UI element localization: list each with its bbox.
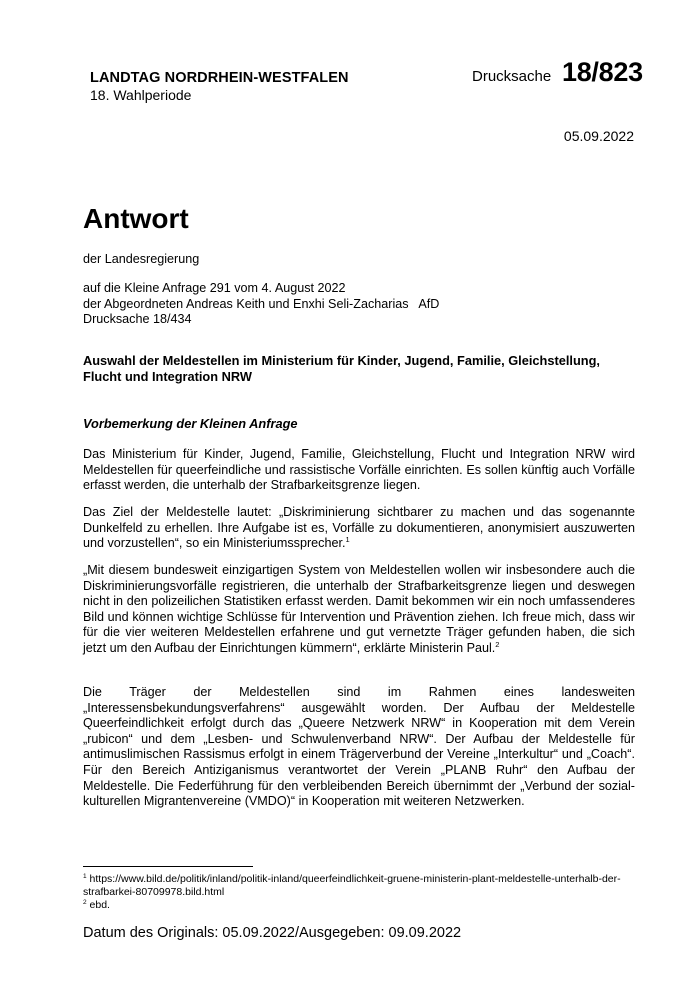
footnote-text: ebd. — [86, 899, 110, 911]
inquiry-drucksache: Drucksache 18/434 — [83, 312, 192, 327]
parliament-name: LANDTAG NORDRHEIN-WESTFALEN — [90, 70, 349, 86]
footnote — [83, 899, 643, 912]
legislative-period: 18. Wahlperiode — [90, 87, 192, 103]
subject-heading: Auswahl der Meldestellen im Ministerium für Kinder, Jugend, Familie, Gleichstellung, Flucht und Integration NRW — [83, 353, 600, 384]
inquiry-reference — [83, 281, 439, 328]
footnote-marker: 1 — [345, 535, 350, 545]
footnote-number: 1 — [83, 873, 87, 880]
document-date: 05.09.2022 — [563, 128, 634, 144]
footnote-marker: 2 — [495, 639, 500, 649]
body-paragraph — [83, 563, 635, 657]
body-paragraph: Die Träger der Meldestellen sind im Rahmen eines landesweiten „Interessensbekundungsverfahrens“ ausgewählt worden. Der Aufbau der Meldestelle Queerfeindlichkeit erfolgt durch das „Queere Netzwerk NRW“ in Kooperation mit dem Verein „rubicon“ und dem „Lesben- und Schwulenverband NRW“. Der Aufbau der Meldestelle für antimuslimischen Rassismus erfolgt in einem Trägerverbund der Vereine „Interkultur“ und „Coach“. Für den Bereich Antiziganismus verantwortet der Verein „PLANB Ruhr“ den Aufbau der Meldestelle. Die Federführung für den verbleibenden Bereich übernimmt der „Verbund der sozial-kulturellen Migrantenvereine (VMDO)“ in Kooperation mit weiteren Netzwerken. — [83, 685, 635, 809]
document-subtitle: der Landesregierung — [83, 252, 200, 266]
footnote-link[interactable]: https://www.bild.de/politik/inland/politik-inland/queerfeindlichkeit-gruene-ministerin-plant-meldestelle-unterhalb-der-strafbarkei-80709978.bild.html — [83, 873, 621, 898]
body-paragraph — [83, 505, 635, 552]
footnote — [83, 873, 643, 899]
paragraph-text: Das Ziel der Meldestelle lautet: „Diskriminierung sichtbarer zu machen und das sogenannte Dunkelfeld zu erhellen. Ihre Aufgabe ist es, Vorfälle zu dokumentieren, anonymisiert auszuwerten und vorzustellen“, so ein Ministeriumssprecher. — [83, 505, 635, 551]
footer-dates: Datum des Originals: 05.09.2022/Ausgegeben: 09.09.2022 — [83, 925, 462, 941]
drucksache-label: Drucksache — [472, 68, 552, 85]
page-title: Antwort — [83, 203, 189, 234]
inquiry-line: auf die Kleine Anfrage 291 vom 4. August 2022 — [83, 281, 346, 295]
body-paragraph: Das Ministerium für Kinder, Jugend, Familie, Gleichstellung, Flucht und Integration NRW wird Meldestellen für queerfeindliche und rassistische Vorfälle einrichten. Es sollen künftig auch Vorfälle erfasst werden, die unterhalb der Strafbarkeitsgrenze liegen. — [83, 447, 635, 493]
footnote-divider — [83, 866, 253, 867]
footnote-number: 2 — [83, 899, 87, 906]
section-heading: Vorbemerkung der Kleinen Anfrage — [83, 416, 298, 431]
drucksache-number: 18/823 — [562, 57, 643, 87]
paragraph-text: „Mit diesem bundesweit einzigartigen System von Meldestellen wollen wir insbesondere auch die Diskriminierungsvorfälle registrieren, die unterhalb der Strafbarkeitsgrenze liegen und deswegen nicht in den polizeilichen Statistiken erfasst werden. Damit bekommen wir ein noch umfassenderes Bild und können wichtige Schlüsse für Intervention und Prävention ziehen. Ich freue mich, dass wir für die vier weiteren Meldestellen erfahrene und gut vernetzte Träger gefunden haben, die sich jetzt um den Aufbau der Einrichtungen kümmern“, erklärte Ministerin Paul. — [83, 563, 635, 655]
inquiry-authors: der Abgeordneten Andreas Keith und Enxhi Seli-Zacharias AfD — [83, 296, 440, 311]
